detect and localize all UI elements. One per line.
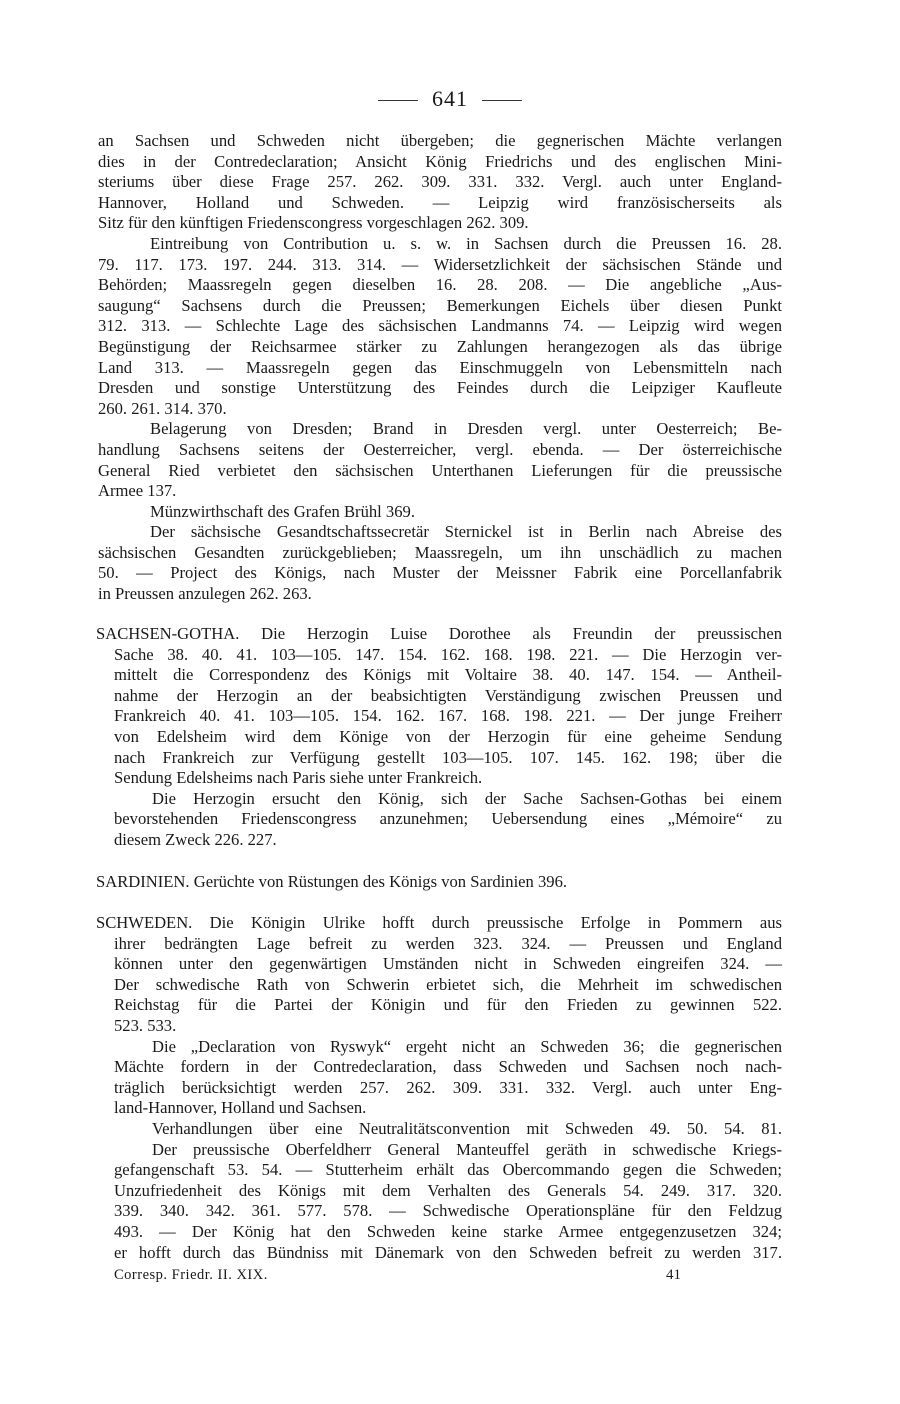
- text-line: steriums über diese Frage 257. 262. 309. 331. 332. Vergl. auch unter England-: [98, 172, 782, 192]
- text-line: 493. — Der König hat den Schweden keine starke Armee entgegenzusetzen 324;: [114, 1221, 782, 1241]
- footer-signature: Corresp. Friedr. II. XIX.: [114, 1267, 268, 1283]
- text-line: land-Hannover, Holland und Sachsen.: [114, 1098, 367, 1118]
- text-line: sächsischen Gesandten zurückgeblieben; Maassregeln, um ihn unschädlich zu machen: [98, 542, 782, 562]
- entry-schweden: [96, 913, 782, 1263]
- text-line: gefangenschaft 53. 54. — Stutterheim erhält das Obercommando gegen die Schweden;: [114, 1160, 782, 1180]
- text-line: handlung Sachsens seitens der Oesterreicher, vergl. ebenda. — Der österreichische: [98, 439, 782, 459]
- entry-sachsen-gotha: [96, 624, 782, 851]
- text-line: General Ried verbietet den sächsischen Unterthanen Lieferungen für die preussische: [98, 460, 782, 480]
- text-line: Die „Declaration von Ryswyk“ ergeht nicht an Schweden 36; die gegnerischen: [152, 1036, 782, 1056]
- text-line: Mächte fordern in der Contredeclaration, dass Schweden und Sachsen noch nach-: [114, 1057, 782, 1077]
- footer-sheet-number: 41: [666, 1267, 681, 1283]
- text-line: bevorstehenden Friedenscongress anzunehmen; Uebersendung eines „Mémoire“ zu: [114, 809, 782, 829]
- entry-heading-line: SCHWEDEN. Die Königin Ulrike hofft durch preussische Erfolge in Pommern aus: [96, 913, 782, 932]
- header-rule-left: [378, 100, 418, 101]
- header-rule-right: [482, 100, 522, 101]
- text-line: mittelt die Correspondenz des Königs mit Voltaire 38. 40. 147. 154. — Antheil-: [114, 665, 782, 685]
- entry-sardinien: [96, 872, 782, 893]
- text-line: Die Herzogin ersucht den König, sich der Sache Sachsen-Gothas bei einem: [152, 788, 782, 808]
- text-line: 523. 533.: [114, 1015, 177, 1035]
- entry-heading-line: SACHSEN-GOTHA. Die Herzogin Luise Dorothee als Freundin der preussischen: [96, 624, 782, 643]
- text-line: Frankreich 40. 41. 103—105. 154. 162. 167. 168. 198. 221. — Der junge Freiherr: [114, 706, 782, 726]
- text-line: Begünstigung der Reichsarmee stärker zu Zahlungen herangezogen als das übrige: [98, 336, 782, 356]
- text-line: träglich berücksichtigt werden 257. 262. 309. 331. 332. Vergl. auch unter Eng-: [114, 1077, 782, 1097]
- text-line: nahme der Herzogin an der beabsichtigten Verständigung zwischen Preussen und: [114, 685, 782, 705]
- text-line: von Edelsheim wird dem Könige von der Herzogin für eine geheime Sendung: [114, 726, 782, 746]
- sachsen-continuation: [98, 131, 782, 605]
- text-line: 260. 261. 314. 370.: [98, 398, 227, 418]
- text-line: Der schwedische Rath von Schwerin erbietet sich, die Mehrheit im schwedischen: [114, 974, 782, 994]
- text-line: Unzufriedenheit des Königs mit dem Verhalten des Generals 54. 249. 317. 320.: [114, 1180, 782, 1200]
- text-line: Land 313. — Maassregeln gegen das Einschmuggeln von Lebensmitteln nach: [98, 357, 782, 377]
- text-line: können unter den gegenwärtigen Umständen nicht in Schweden eingreifen 324. —: [114, 954, 782, 974]
- page-header: [0, 86, 900, 112]
- text-line: an Sachsen und Schweden nicht übergeben; die gegnerischen Mächte verlangen: [98, 131, 782, 150]
- text-line: Reichstag für die Partei der Königin und für den Frieden zu gewinnen 522.: [114, 995, 782, 1015]
- text-line: nach Frankreich zur Verfügung gestellt 103—105. 107. 145. 162. 198; über die: [114, 747, 782, 767]
- text-line: Der preussische Oberfeldherr General Manteuffel geräth in schwedische Kriegs-: [152, 1139, 782, 1159]
- text-line: 50. — Project des Königs, nach Muster der Meissner Fabrik eine Porcellanfabrik: [98, 563, 782, 583]
- text-line: diesem Zweck 226. 227.: [114, 829, 277, 849]
- text-line: Belagerung von Dresden; Brand in Dresden vergl. unter Oesterreich; Be-: [150, 419, 782, 439]
- entry-heading-line: SARDINIEN. Gerüchte von Rüstungen des Königs von Sardinien 396.: [96, 872, 568, 891]
- page-number: 641: [432, 86, 468, 111]
- text-line: Sache 38. 40. 41. 103—105. 147. 154. 162. 168. 198. 221. — Die Herzogin ver-: [114, 644, 782, 664]
- text-line: Dresden und sonstige Unterstützung des Feindes durch die Leipziger Kaufleute: [98, 378, 782, 398]
- text-line: er hofft durch das Bündniss mit Dänemark von den Schweden befreit zu werden 317.: [114, 1242, 782, 1262]
- text-line: Sitz für den künftigen Friedenscongress vorgeschlagen 262. 309.: [98, 213, 529, 233]
- text-line: Armee 137.: [98, 481, 177, 501]
- text-line: in Preussen anzulegen 262. 263.: [98, 584, 312, 604]
- text-line: Eintreibung von Contribution u. s. w. in Sachsen durch die Preussen 16. 28.: [150, 233, 782, 253]
- text-line: 79. 117. 173. 197. 244. 313. 314. — Widersetzlichkeit der sächsischen Stände und: [98, 254, 782, 274]
- text-line: Münzwirthschaft des Grafen Brühl 369.: [150, 501, 415, 521]
- text-line: Behörden; Maassregeln gegen dieselben 16. 28. 208. — Die angebliche „Aus-: [98, 275, 782, 295]
- text-line: 312. 313. — Schlechte Lage des sächsischen Landmanns 74. — Leipzig wird wegen: [98, 316, 782, 336]
- text-line: ihrer bedrängten Lage befreit zu werden 323. 324. — Preussen und England: [114, 933, 782, 953]
- text-line: Sendung Edelsheims nach Paris siehe unter Frankreich.: [114, 768, 483, 788]
- text-line: Der sächsische Gesandtschaftssecretär Sternickel ist in Berlin nach Abreise des: [150, 522, 782, 542]
- text-line: Hannover, Holland und Schweden. — Leipzig wird französischerseits als: [98, 192, 782, 212]
- text-line: dies in der Contredeclaration; Ansicht König Friedrichs und des englischen Mini-: [98, 151, 782, 171]
- text-line: 339. 340. 342. 361. 577. 578. — Schwedische Operationspläne für den Feldzug: [114, 1201, 782, 1221]
- text-line: Verhandlungen über eine Neutralitätsconvention mit Schweden 49. 50. 54. 81.: [152, 1118, 782, 1138]
- text-line: saugung“ Sachsens durch die Preussen; Bemerkungen Eichels über diesen Punkt: [98, 295, 782, 315]
